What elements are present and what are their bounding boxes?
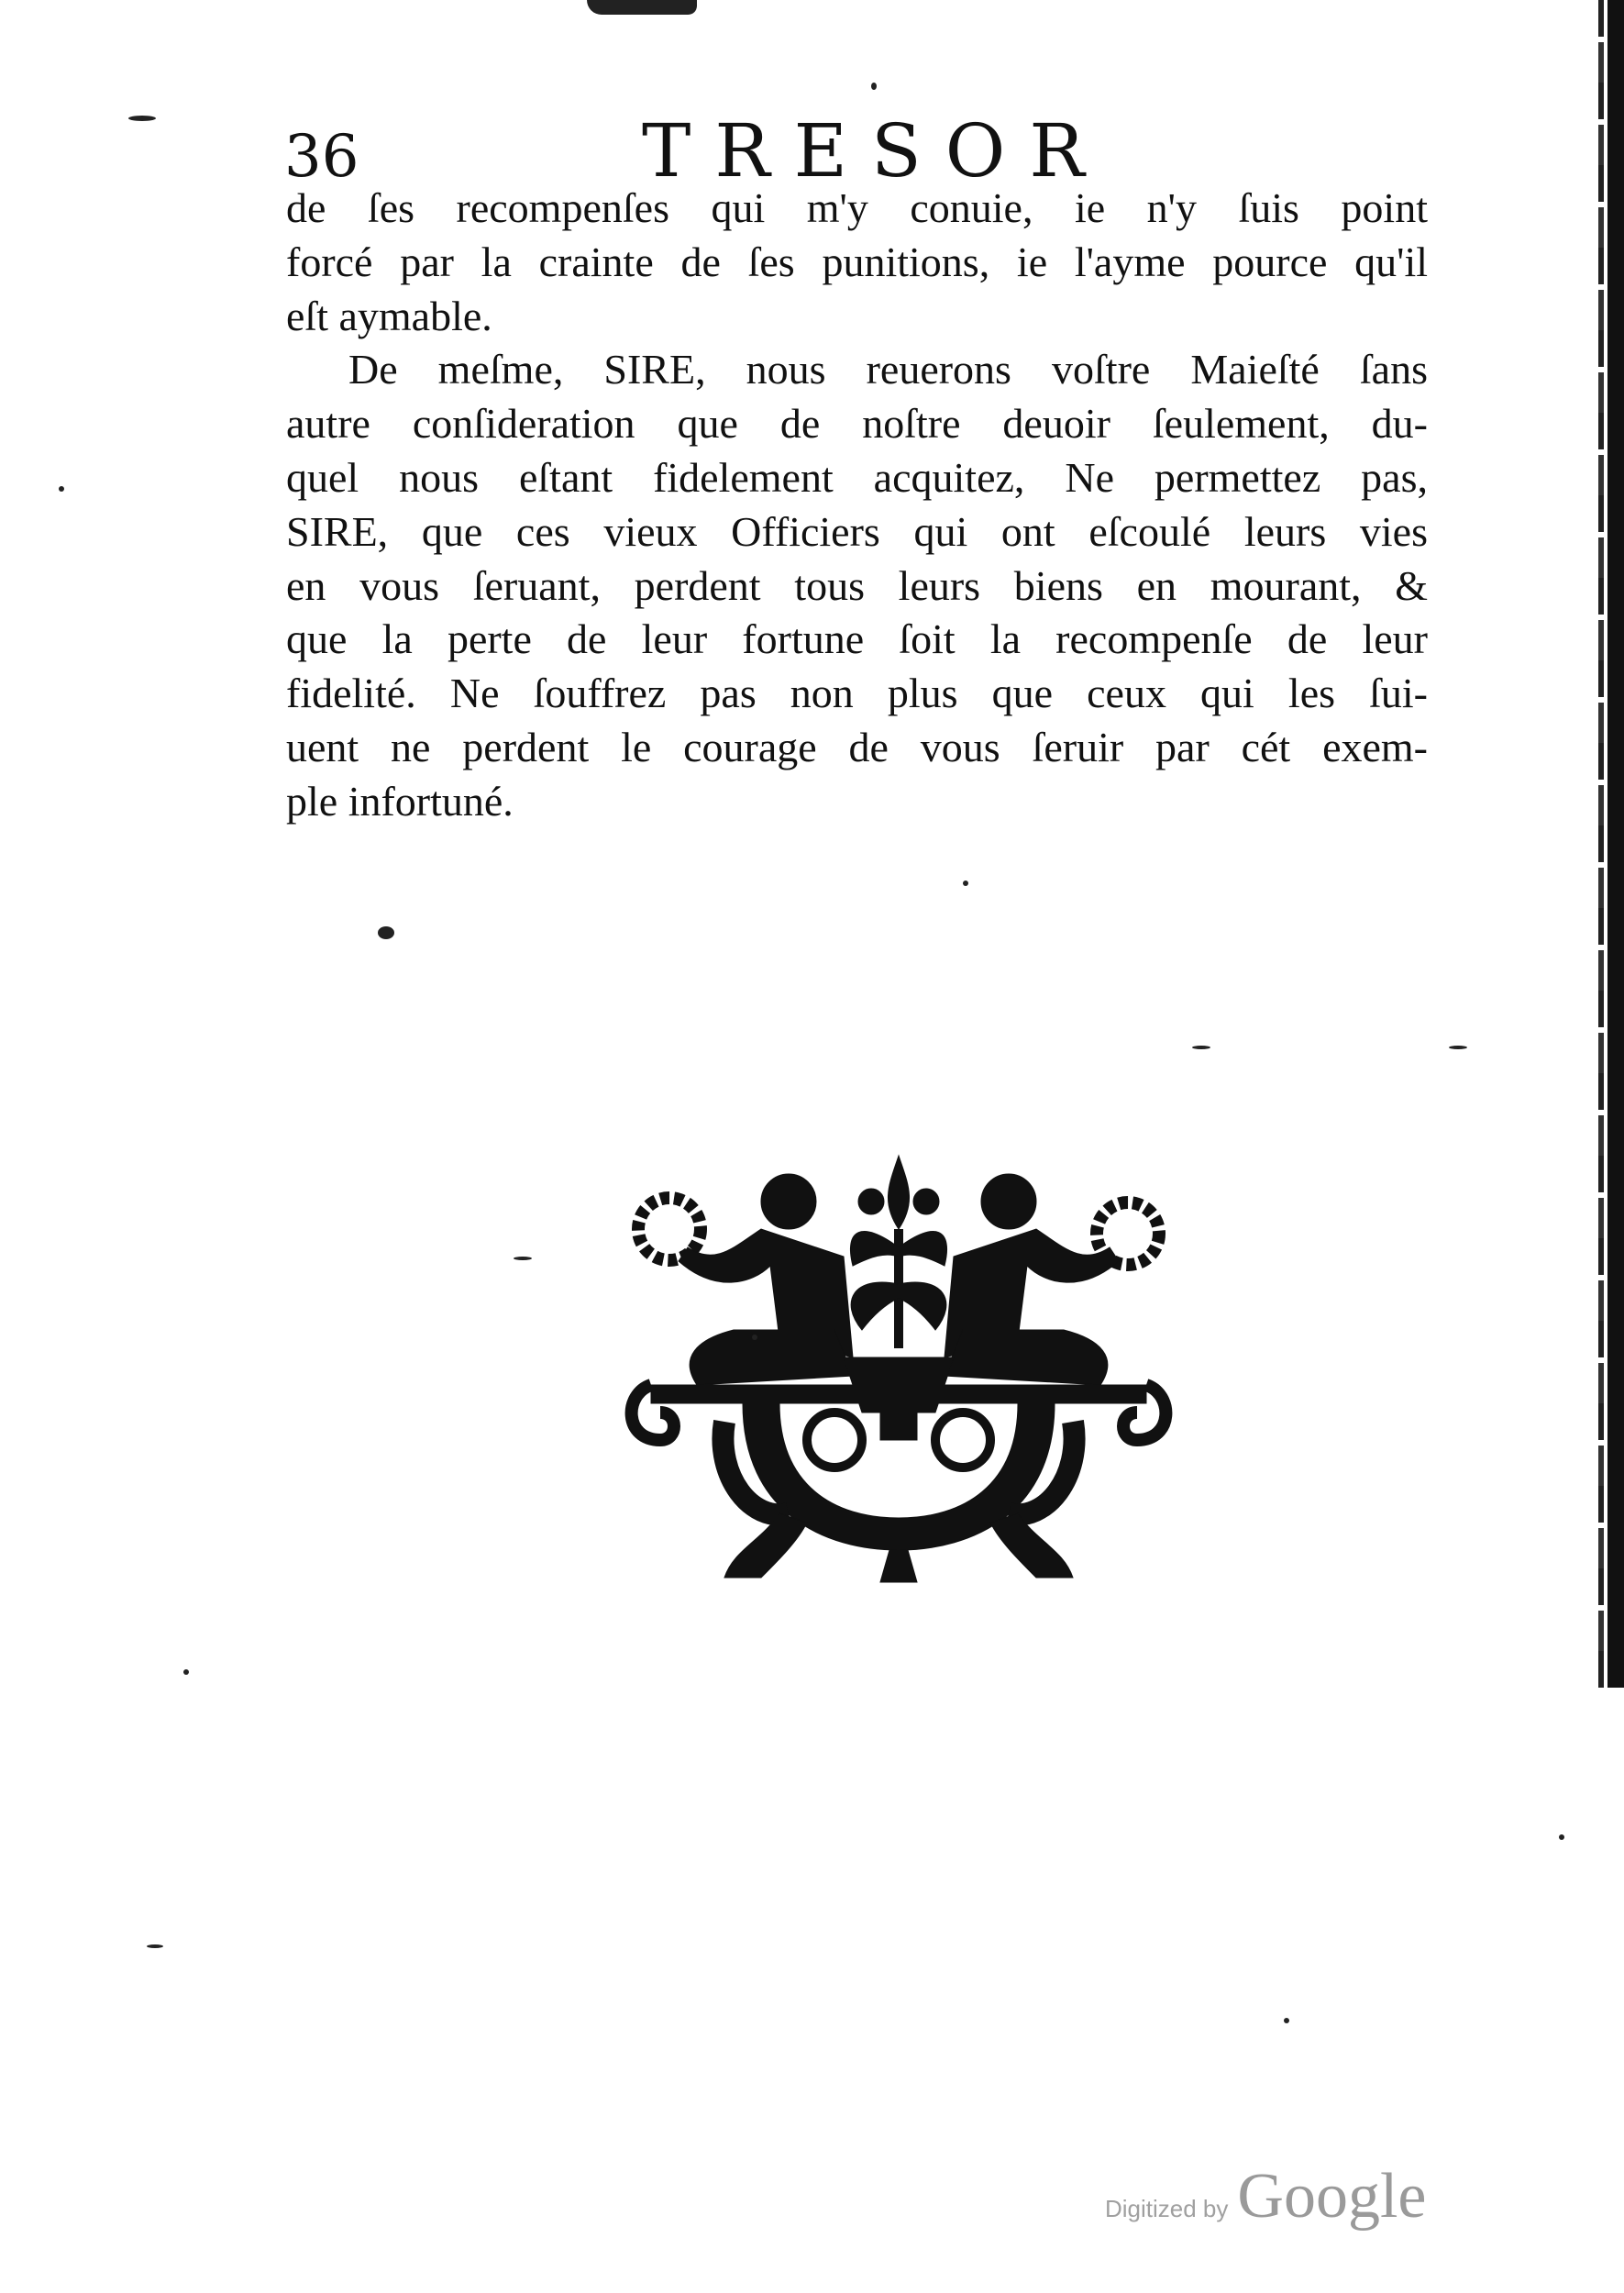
printers-ornament-icon xyxy=(624,1146,1174,1587)
ink-speck xyxy=(183,1669,189,1675)
text-line: SIRE, que ces vieux Officiers qui ont eſcoulé leurs vies xyxy=(286,507,1428,555)
body-text xyxy=(286,182,1428,829)
text-line: eſt aymable. xyxy=(286,292,492,339)
text-line: en vous ſeruant, perdent tous leurs biens en mourant, & xyxy=(286,561,1428,609)
binding-edge xyxy=(1607,0,1624,1688)
text-line: forcé par la crainte de ſes punitions, ie l'ayme pource qu'il xyxy=(286,238,1428,285)
google-wordmark: Google xyxy=(1237,2161,1427,2232)
digitized-by-watermark xyxy=(1105,2160,1426,2233)
ink-speck xyxy=(514,1257,532,1260)
text-line: que la perte de leur fortune ſoit la recompenſe de leur xyxy=(286,615,1428,663)
text-line: quel nous eſtant fidelement acquitez, Ne permettez pas, xyxy=(286,453,1428,501)
ink-speck xyxy=(128,116,156,121)
ink-speck xyxy=(1284,2018,1289,2023)
digitized-by-label: Digitized by xyxy=(1105,2195,1229,2222)
text-line: uent ne perdent le courage de vous ſeruir par cét exem- xyxy=(286,723,1428,770)
page-number: 36 xyxy=(284,123,359,191)
ink-smudge xyxy=(587,0,697,15)
ink-speck xyxy=(752,1335,757,1340)
running-title: TRESOR xyxy=(642,108,1109,194)
ink-speck xyxy=(963,881,968,886)
text-line: autre conſideration que de noſtre deuoir ſeulement, du- xyxy=(286,400,1428,448)
text-line: De meſme, SIRE, nous reuerons voſtre Maieſté ſans xyxy=(348,346,1428,393)
ink-speck xyxy=(378,926,394,939)
ink-speck xyxy=(147,1944,163,1948)
ink-speck xyxy=(1559,1834,1564,1840)
ink-speck xyxy=(1192,1046,1210,1049)
ink-speck xyxy=(1449,1046,1467,1049)
text-line: fidelité. Ne ſouffrez pas non plus que ceux qui les ſui- xyxy=(286,670,1428,717)
ink-speck xyxy=(59,486,64,492)
ink-speck xyxy=(871,83,877,90)
page-header xyxy=(275,101,1449,193)
text-line: de ſes recompenſes qui m'y conuie, ie n'y ſuis point xyxy=(286,184,1428,231)
text-line: ple infortuné. xyxy=(286,777,514,825)
